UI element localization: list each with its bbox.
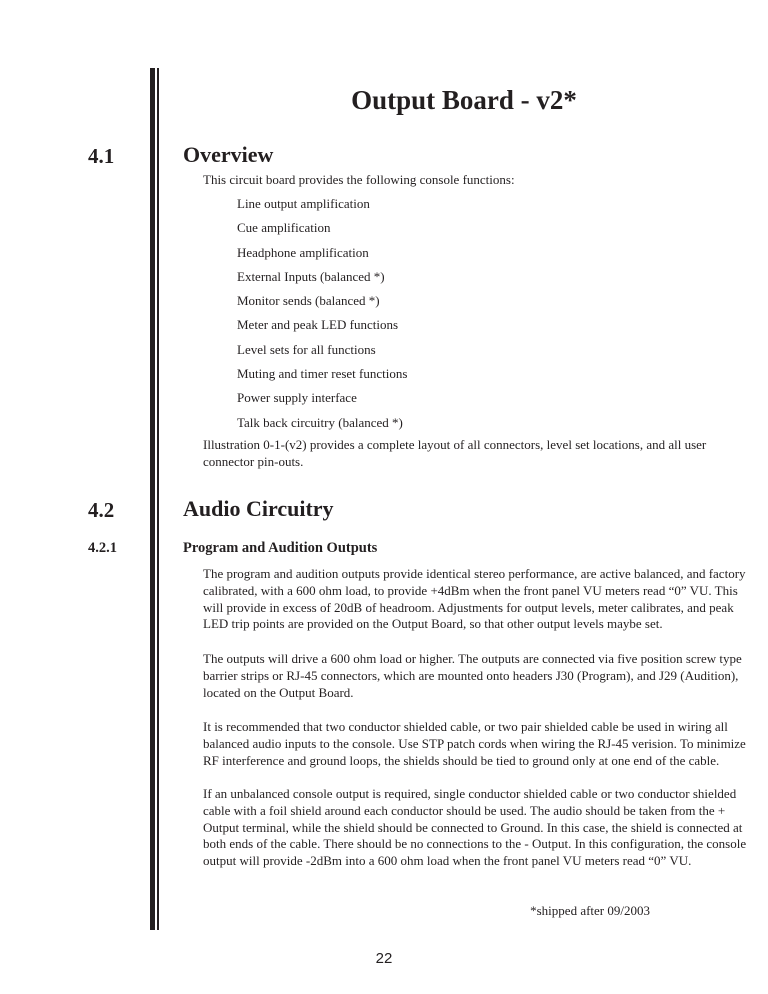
list-item: External Inputs (balanced *): [237, 268, 385, 284]
margin-rule-thick: [150, 68, 155, 930]
overview-intro: This circuit board provides the following console functions:: [203, 172, 515, 187]
list-item: Line output amplification: [237, 196, 370, 211]
list-item: Muting and timer reset functions: [237, 366, 408, 382]
section-number-4-2: 4.2: [88, 498, 115, 522]
program-outputs-paragraph-2: The outputs will drive a 600 ohm load or higher. The outputs are connected via five position screw type barrier strips or RJ-45 connectors, which are mounted onto headers J30 (Program), and J29 (Audition), located on the Output Board.: [203, 651, 742, 700]
overview-closing: Illustration 0-1-(v2) provides a complete layout of all connectors, level set locations, and all user connector pin-outs.: [203, 437, 707, 469]
section-title-program-audition-outputs: Program and Audition Outputs: [183, 540, 378, 556]
console-functions-list: [237, 196, 407, 439]
program-outputs-paragraph-3: It is recommended that two conductor shielded cable, or two pair shielded cable be used in wiring all balanced audio inputs to the console. Use STP patch cords when wiring the RJ-45 verision. To minimize RF interference and ground loops, the shields should be tied to ground only at one end of the cable.: [203, 719, 746, 768]
list-item: Power supply interface: [237, 390, 357, 406]
section-title-overview: Overview: [183, 142, 274, 167]
margin-rule-thin: [157, 68, 159, 930]
page-title: Output Board - v2*: [351, 85, 577, 115]
section-number-4-2-1: 4.2.1: [88, 540, 117, 556]
list-item: Headphone amplification: [237, 244, 369, 260]
page-number: 22: [375, 950, 393, 967]
program-outputs-paragraph-4: If an unbalanced console output is required, single conductor shielded cable or two conductor shielded cable with a foil shield around each conductor should be used. The audio should be taken from the + Output terminal, while the shield should be connected to Ground. In this case, the shield is connected at both ends of the cable. There should be no connections to the - Output. In this configuration, the console output will provide -2dBm into a 600 ohm load when the front panel VU meters read “0” VU.: [203, 786, 747, 869]
list-item: Level sets for all functions: [237, 341, 376, 357]
section-title-audio-circuitry: Audio Circuitry: [183, 496, 334, 521]
list-item: Talk back circuitry (balanced *): [237, 414, 403, 430]
footnote: *shipped after 09/2003: [530, 903, 650, 918]
program-outputs-paragraph-1: The program and audition outputs provide identical stereo performance, are active balanced, and factory calibrated, with a 600 ohm load, to provide +4dBm when the front panel VU meters read “0” VU. This will provide in excess of 20dB of headroom. Adjustments for output levels, meter calibrates, and peak LED trip points are provided on the Output Board, so that other output levels maybe set.: [203, 566, 746, 632]
section-number-4-1: 4.1: [88, 144, 115, 168]
list-item: Monitor sends (balanced *): [237, 293, 380, 309]
list-item: Cue amplification: [237, 220, 331, 236]
list-item: Meter and peak LED functions: [237, 317, 399, 333]
